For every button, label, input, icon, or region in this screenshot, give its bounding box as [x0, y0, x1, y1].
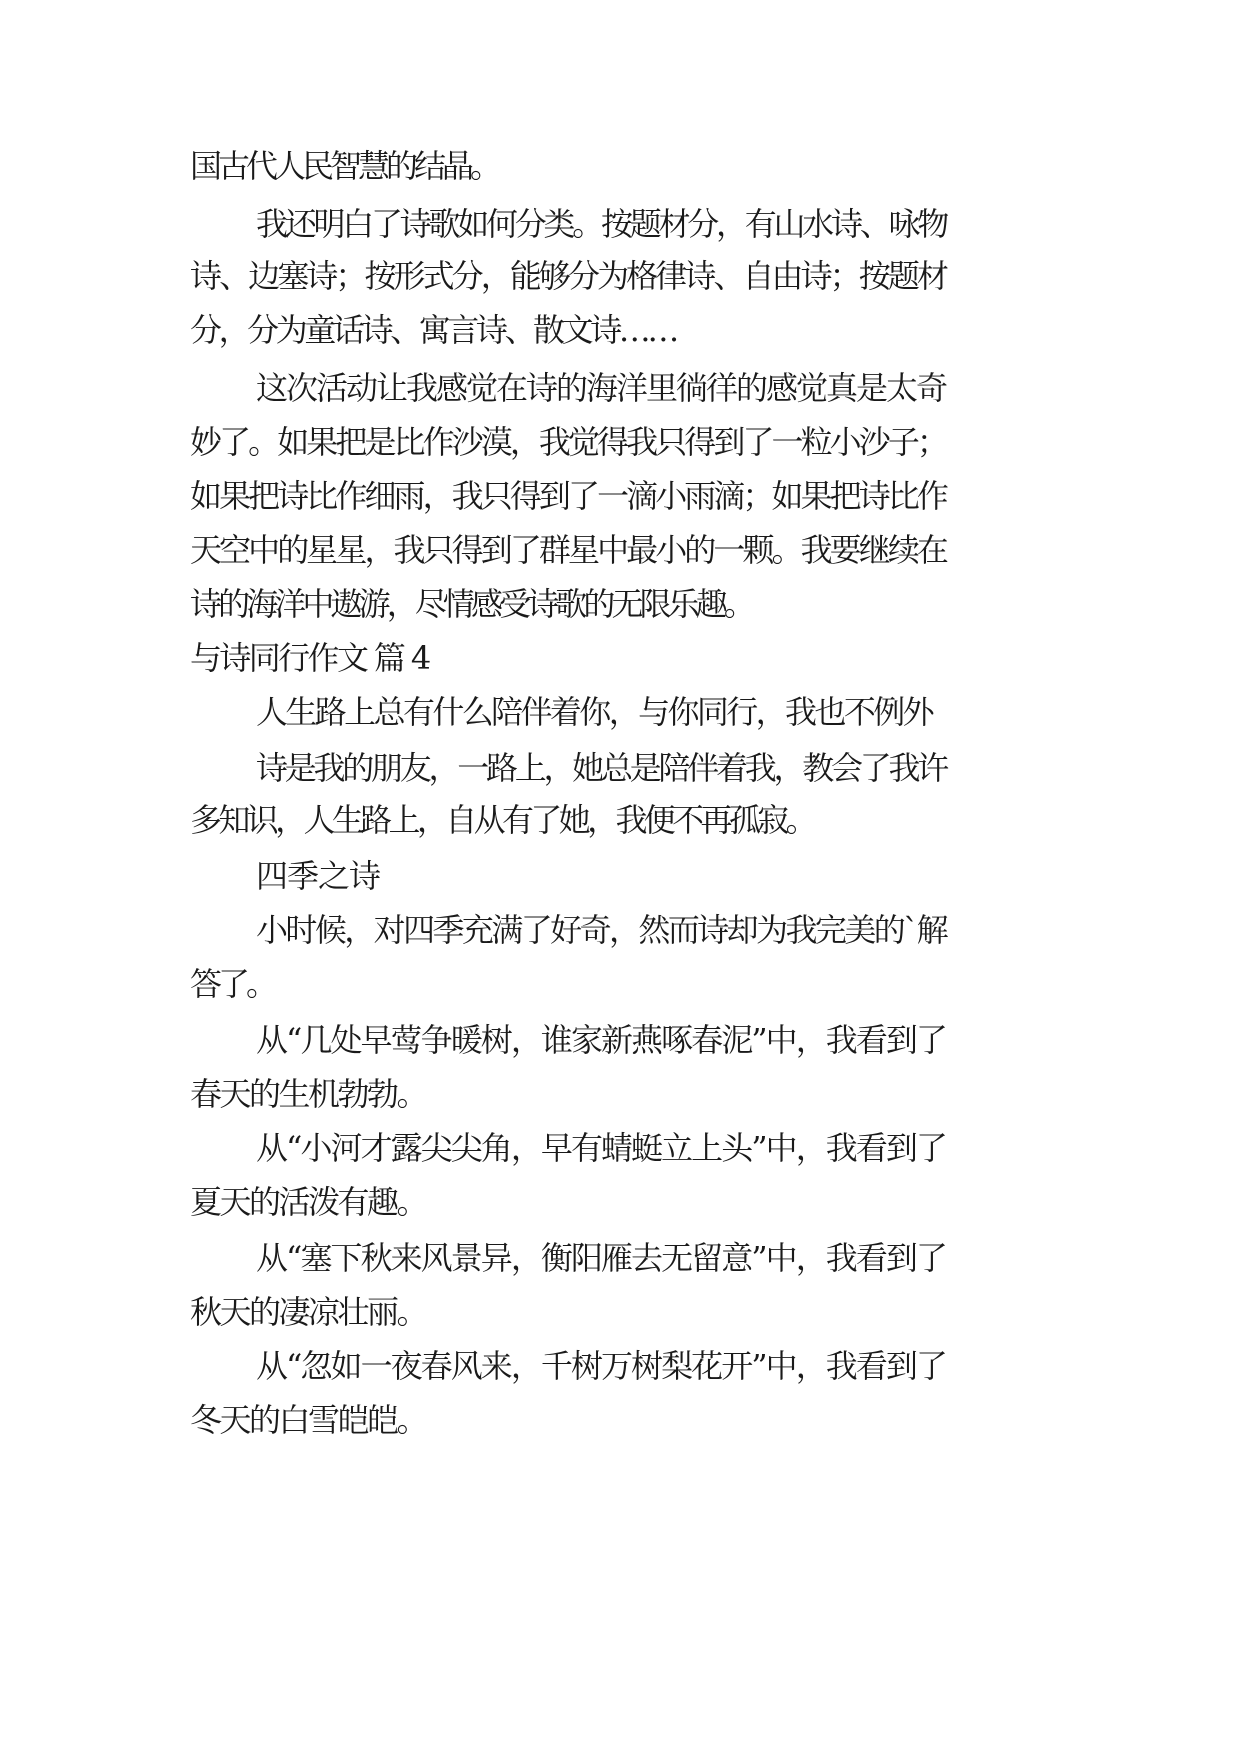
text-line: 从“塞下秋来风景异，衡阳雁去无留意”中，我看到了 — [256, 1239, 946, 1277]
section-heading: 与诗同行作文 篇 4 — [190, 639, 429, 677]
text-line: 天空中的星星，我只得到了群星中最小的一颗。我要继续在 — [190, 531, 946, 569]
text-line: 从“几处早莺争暖树，谁家新燕啄春泥”中，我看到了 — [256, 1021, 946, 1059]
text-line: 诗是我的朋友，一路上，她总是陪伴着我，教会了我许 — [256, 749, 946, 787]
text-line: 多知识，人生路上，自从有了她，我便不再孤寂。 — [190, 801, 814, 839]
text-line: 从“小河才露尖尖角，早有蜻蜓立上头”中，我看到了 — [256, 1129, 946, 1167]
text-line: 小时候，对四季充满了好奇，然而诗却为我完美的`解 — [256, 911, 946, 949]
text-line: 这次活动让我感觉在诗的海洋里徜徉的感觉真是太奇 — [256, 369, 946, 407]
text-line: 冬天的白雪皑皑。 — [190, 1401, 426, 1439]
text-line: 妙了。如果把是比作沙漠，我觉得我只得到了一粒小沙子； — [190, 423, 946, 461]
text-line: 人生路上总有什么陪伴着你，与你同行，我也不例外 — [256, 693, 932, 731]
text-line: 诗的海洋中遨游，尽情感受诗歌的无限乐趣。 — [190, 585, 752, 623]
text-line: 如果把诗比作细雨，我只得到了一滴小雨滴；如果把诗比作 — [190, 477, 946, 515]
text-line: 国古代人民智慧的结晶。 — [190, 147, 499, 185]
text-line: 答了。 — [190, 965, 275, 1003]
subsection-heading: 四季之诗 — [256, 857, 380, 895]
text-line: 夏天的活泼有趣。 — [190, 1183, 426, 1221]
text-line: 秋天的凄凉壮丽。 — [190, 1293, 426, 1331]
text-line: 诗、边塞诗；按形式分，能够分为格律诗、自由诗；按题材 — [190, 257, 946, 295]
text-line: 我还明白了诗歌如何分类。按题材分，有山水诗、咏物 — [256, 205, 946, 243]
text-line: 从“忽如一夜春风来，千树万树梨花开”中，我看到了 — [256, 1347, 946, 1385]
text-line: 春天的生机勃勃。 — [190, 1075, 426, 1113]
text-line: 分，分为童话诗、寓言诗、散文诗…… — [190, 311, 676, 349]
